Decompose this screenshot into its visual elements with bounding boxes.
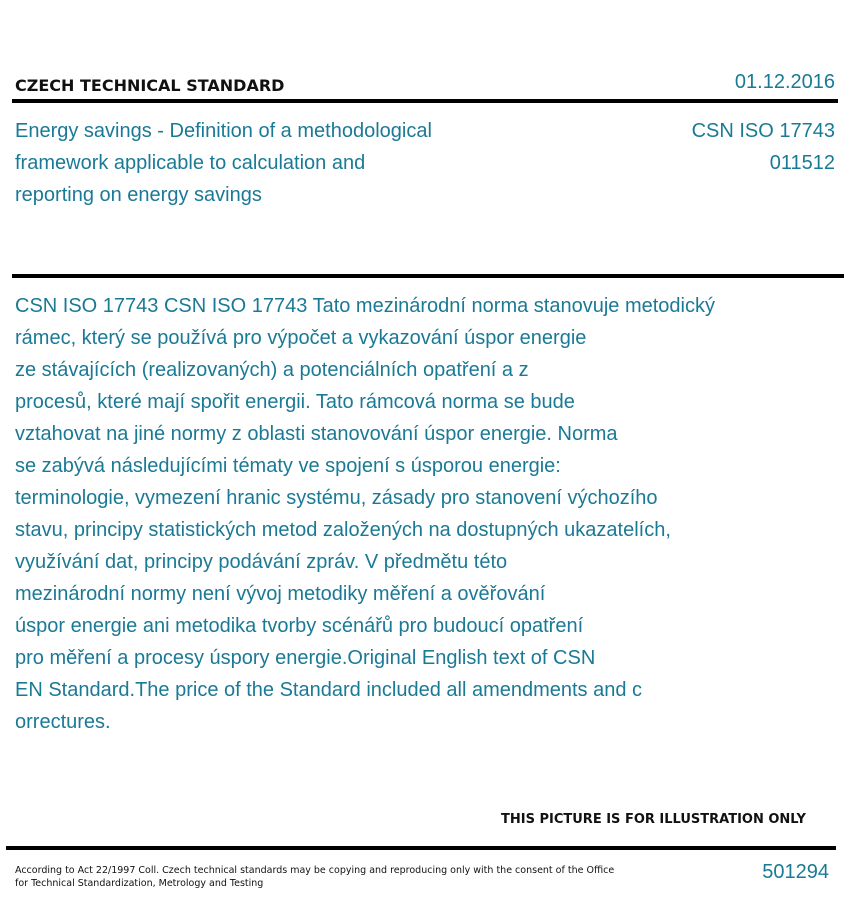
bottom-divider [6,846,836,850]
description-line: pro měření a procesy úspory energie.Original English text of CSN [15,647,596,669]
standard-code: CSN ISO 17743 [691,120,835,142]
title-line: Energy savings - Definition of a methodological [15,120,432,142]
top-divider [12,99,838,103]
description-line: vztahovat na jiné normy z oblasti stanovování úspor energie. Norma [15,423,618,445]
description-line: se zabývá následujícími tématy ve spojení s úsporou energie: [15,455,561,477]
description-line: rámec, který se používá pro výpočet a vykazování úspor energie [15,327,587,349]
standard-description [15,290,795,738]
legal-notice [15,864,615,890]
title-line: framework applicable to calculation and [15,152,366,174]
document-code: 501294 [762,861,829,883]
description-line: procesů, které mají spořit energii. Tato rámcová norma se bude [15,391,575,413]
publication-date: 01.12.2016 [734,71,835,93]
standard-title [15,115,515,211]
description-line: EN Standard.The price of the Standard included all amendments and c [15,679,643,701]
description-line: úspor energie ani metodika tvorby scénářů pro budoucí opatření [15,615,584,637]
title-line: reporting on energy savings [15,184,262,206]
description-line: stavu, principy statistických metod založených na dostupných ukazatelích, [15,519,671,541]
standard-identifier [692,115,835,179]
legal-notice-line: for Technical Standardization, Metrology and Testing [15,878,264,889]
middle-divider [12,274,844,278]
classification-number: 011512 [769,152,835,174]
description-line: terminologie, vymezení hranic systému, zásady pro stanovení výchozího [15,487,658,509]
illustration-disclaimer: THIS PICTURE IS FOR ILLUSTRATION ONLY [501,812,806,827]
description-line: využívání dat, principy podávání zpráv. V předmětu této [15,551,508,573]
legal-notice-line: According to Act 22/1997 Coll. Czech technical standards may be copying and reproducing only with the consent of the Office [15,865,615,876]
description-line: ze stávajících (realizovaných) a potenciálních opatření a z [15,359,529,381]
description-line: CSN ISO 17743 CSN ISO 17743 Tato mezinárodní norma stanovuje metodický [15,295,715,317]
description-line: mezinárodní normy není vývoj metodiky měření a ověřování [15,583,546,605]
standard-type-label: CZECH TECHNICAL STANDARD [15,76,285,95]
description-line: orrectures. [15,711,111,733]
